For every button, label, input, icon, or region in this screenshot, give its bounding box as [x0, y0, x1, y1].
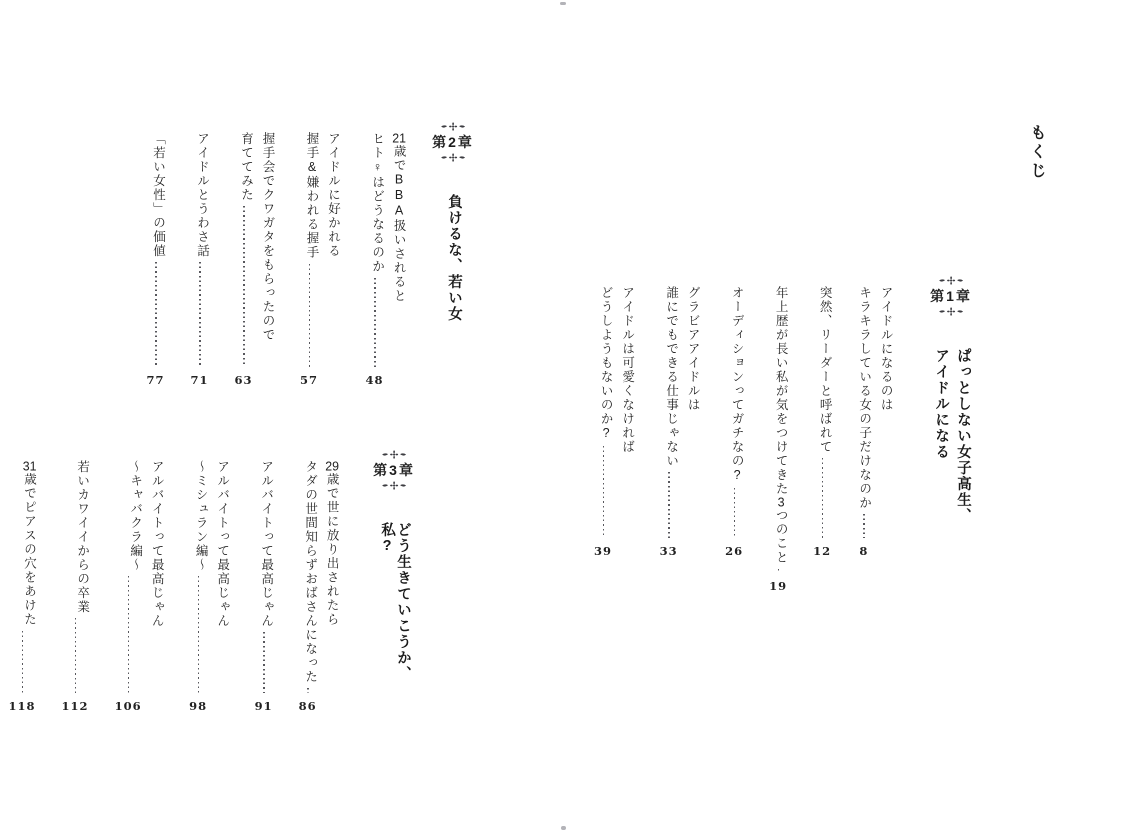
toc-entry [9, 450, 36, 712]
toc-entry-text: 21歳でBBA扱いされると [392, 132, 407, 303]
toc-entry-text: オーディションってガチなの? [730, 286, 745, 484]
toc-entry-line [191, 132, 209, 386]
page-number: 26 [725, 543, 744, 558]
toc-entry [189, 450, 229, 712]
page-number: 12 [813, 543, 832, 558]
page-number: 63 [234, 372, 253, 387]
toc-entry-text: ヒト♀はどうなるのか [370, 132, 385, 274]
toc-entry-text: 誰にでもできる仕事じゃない [664, 286, 679, 468]
toc-entry [594, 276, 634, 557]
toc-entry-text: アルバイトって最高じゃん [150, 460, 165, 628]
chapter-title [932, 276, 970, 557]
toc-entry-text: どうしようもないのか? [599, 286, 614, 442]
toc-entry [366, 122, 406, 386]
dotted-leader [733, 487, 736, 539]
fleuron-icon [381, 481, 407, 490]
page-number: 57 [300, 372, 319, 387]
page-number: 112 [61, 698, 89, 713]
toc-entry-text: グラビアアイドルは [686, 286, 701, 412]
toc-entry-text: アイドルに好かれる [326, 132, 341, 258]
chapter-heading [432, 122, 474, 162]
fleuron-icon [440, 122, 466, 131]
toc-entry-text: キラキラしている女の子だけなのか [857, 286, 872, 510]
toc-entry-text: アルバイトって最高じゃん [259, 460, 274, 628]
toc-entry-text: アイドルとうわさ話 [195, 132, 210, 258]
toc-entry-text: 31歳でピアスの穴をあけた [22, 460, 37, 627]
toc-entry-text: アイドルになるのは [879, 286, 894, 412]
toc-entry-text: 握手会でクワガタをもらったので [261, 132, 276, 342]
toc-entry-line [255, 460, 273, 712]
toc-entry-text: 年上歴が長い私が気をつけてきた3つのこと [774, 286, 789, 565]
chapter-title [373, 450, 415, 712]
chapter-heading [373, 450, 415, 490]
toc-entry-text: アイドルは可愛くなければ [620, 286, 635, 454]
page-number: 98 [189, 698, 208, 713]
toc-entry-line [115, 460, 142, 712]
chapter-title-line: ぱっとしない女子高生、 [955, 348, 971, 524]
dotted-leader [373, 277, 376, 368]
toc-entry [813, 276, 831, 557]
toc-entry-line [235, 132, 253, 386]
page-title: もくじ [1028, 124, 1045, 181]
toc-entry-line [9, 460, 36, 712]
toc-entry-text: 育ててみた [239, 132, 254, 202]
dotted-leader [21, 630, 24, 694]
toc-entry-text: 握手&嫌われる握手 [305, 132, 320, 260]
toc-entry-line [813, 286, 831, 557]
toc-entry [115, 450, 164, 712]
page-number: 86 [298, 698, 317, 713]
chapter-section [594, 276, 972, 593]
toc-entry [255, 450, 273, 712]
dotted-leader [862, 513, 865, 539]
page-number: 8 [859, 543, 869, 558]
dotted-leader [308, 263, 311, 368]
chapter-section [8, 450, 415, 713]
chapter-label: 第1章 [930, 288, 972, 304]
toc-entry-line [857, 286, 871, 557]
chapter-title-line: アイドルになる [933, 348, 950, 460]
toc-entry [857, 276, 892, 557]
toc-entry-line [594, 286, 612, 557]
fleuron-icon [938, 307, 964, 316]
chapter-label: 第3章 [373, 462, 415, 478]
dotted-leader [306, 687, 309, 694]
toc-entry-line [189, 460, 207, 712]
toc-entry [235, 122, 275, 386]
dotted-leader [602, 445, 605, 539]
toc-entry-line [366, 132, 384, 386]
toc-entry-text: アルバイトって最高じゃん [215, 460, 230, 628]
dotted-leader [197, 575, 200, 694]
registration-dot-bottom [561, 826, 566, 830]
fleuron-icon [938, 276, 964, 285]
dotted-leader [198, 261, 201, 368]
dotted-leader [821, 457, 824, 539]
page-number: 77 [146, 372, 165, 387]
toc-entry-text: 若いカワイイからの卒業 [75, 460, 90, 614]
toc-entry-line [725, 286, 743, 557]
toc-entry-text: 突然、リーダーと呼ばれて [818, 286, 833, 454]
dotted-leader [74, 617, 77, 694]
toc-entry [660, 276, 700, 557]
chapter-section [146, 122, 474, 387]
toc-entry-line [62, 460, 89, 712]
dotted-leader [154, 261, 157, 368]
toc-entry [146, 122, 164, 386]
toc-entry [191, 122, 209, 386]
fleuron-icon [381, 450, 407, 459]
toc-entry [62, 450, 89, 712]
toc-entry [769, 276, 789, 593]
dotted-leader [777, 568, 780, 574]
toc-entry-text: 〜ミシュラン編〜 [194, 460, 209, 572]
chapter-heading [930, 276, 972, 316]
toc-entry-line [769, 286, 789, 593]
page-number: 118 [8, 698, 36, 713]
toc-entry-text: 「若い女性」の価値 [151, 132, 166, 258]
dotted-leader [127, 575, 130, 694]
toc-entry [299, 450, 339, 712]
toc-entry [725, 276, 743, 557]
page-number: 39 [594, 543, 613, 558]
registration-dot-top [560, 2, 566, 5]
chapter-title-line: 負けるな、若い女 [446, 194, 462, 322]
toc-entry [300, 122, 340, 386]
toc-entry-line [300, 132, 318, 386]
dotted-leader [242, 205, 245, 368]
toc-entry-line [660, 286, 678, 557]
toc-entry-text: タダの世間知らずおばさんになった [303, 460, 318, 684]
page-number: 71 [190, 372, 209, 387]
page-number: 33 [659, 543, 678, 558]
toc-entry-text: 〜キャバクラ編〜 [128, 460, 143, 572]
toc-entry-line [299, 460, 317, 712]
toc-entry-line [146, 132, 164, 386]
dotted-leader [262, 631, 265, 694]
toc-entry-text: 29歳で世に放り出されたら [325, 460, 340, 627]
page-number: 91 [254, 698, 273, 713]
page-number: 106 [114, 698, 142, 713]
chapter-label: 第2章 [432, 134, 474, 150]
page-number: 19 [769, 578, 788, 593]
chapter-title-line: どう生きていこうか、私? [379, 522, 411, 682]
fleuron-icon [440, 153, 466, 162]
chapter-title [432, 122, 474, 386]
page-number: 48 [365, 372, 384, 387]
dotted-leader [667, 471, 670, 539]
